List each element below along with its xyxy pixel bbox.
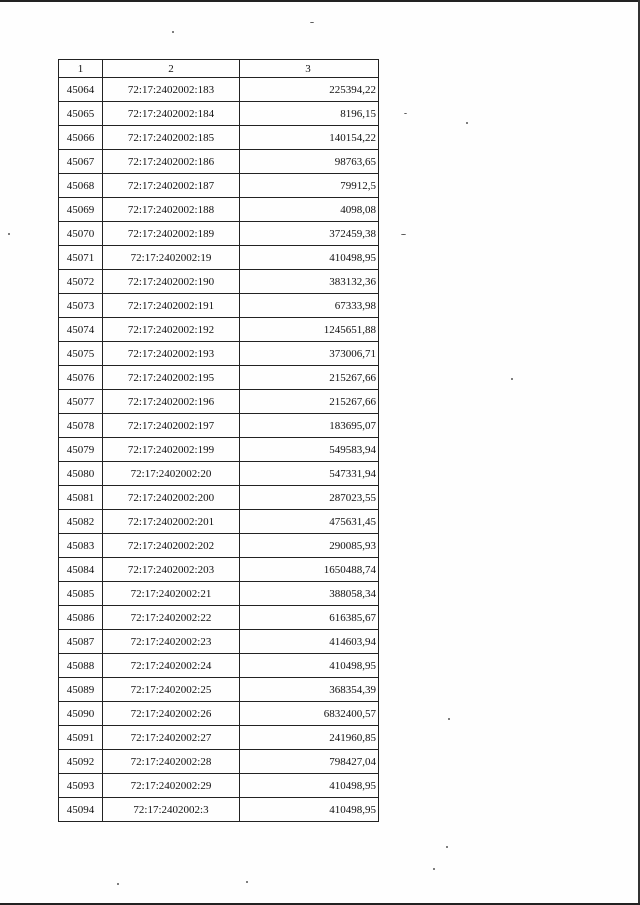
row-number-cell: 45084 xyxy=(59,558,103,582)
cadastral-number-cell: 72:17:2402002:203 xyxy=(103,558,240,582)
value-cell: 475631,45 xyxy=(240,510,379,534)
cadastral-number-cell: 72:17:2402002:188 xyxy=(103,198,240,222)
cadastral-number-cell: 72:17:2402002:192 xyxy=(103,318,240,342)
scan-speck xyxy=(448,718,450,720)
scan-speck xyxy=(446,846,448,848)
table-row xyxy=(59,558,379,582)
value-cell: 373006,71 xyxy=(240,342,379,366)
value-cell: 616385,67 xyxy=(240,606,379,630)
row-number-cell: 45077 xyxy=(59,390,103,414)
column-header-3: 3 xyxy=(240,60,379,78)
cadastral-number-cell: 72:17:2402002:24 xyxy=(103,654,240,678)
table-row xyxy=(59,270,379,294)
table-row xyxy=(59,582,379,606)
value-cell: 8196,15 xyxy=(240,102,379,126)
table-row xyxy=(59,702,379,726)
value-cell: 549583,94 xyxy=(240,438,379,462)
scan-speck xyxy=(511,378,513,380)
value-cell: 414603,94 xyxy=(240,630,379,654)
value-cell: 368354,39 xyxy=(240,678,379,702)
table-row xyxy=(59,150,379,174)
scan-speck xyxy=(433,868,435,870)
row-number-cell: 45086 xyxy=(59,606,103,630)
row-number-cell: 45081 xyxy=(59,486,103,510)
cadastral-number-cell: 72:17:2402002:190 xyxy=(103,270,240,294)
cadastral-number-cell: 72:17:2402002:187 xyxy=(103,174,240,198)
cadastral-number-cell: 72:17:2402002:186 xyxy=(103,150,240,174)
row-number-cell: 45068 xyxy=(59,174,103,198)
cadastral-number-cell: 72:17:2402002:189 xyxy=(103,222,240,246)
cadastral-number-cell: 72:17:2402002:23 xyxy=(103,630,240,654)
row-number-cell: 45074 xyxy=(59,318,103,342)
table-row xyxy=(59,318,379,342)
table-row xyxy=(59,510,379,534)
cadastral-number-cell: 72:17:2402002:28 xyxy=(103,750,240,774)
cadastral-number-cell: 72:17:2402002:22 xyxy=(103,606,240,630)
scan-speck xyxy=(8,233,10,235)
cadastral-number-cell: 72:17:2402002:200 xyxy=(103,486,240,510)
table-row xyxy=(59,654,379,678)
value-cell: 372459,38 xyxy=(240,222,379,246)
row-number-cell: 45070 xyxy=(59,222,103,246)
table-row xyxy=(59,534,379,558)
value-cell: 383132,36 xyxy=(240,270,379,294)
cadastral-number-cell: 72:17:2402002:193 xyxy=(103,342,240,366)
table-row xyxy=(59,222,379,246)
table-row xyxy=(59,486,379,510)
row-number-cell: 45083 xyxy=(59,534,103,558)
cadastral-number-cell: 72:17:2402002:3 xyxy=(103,798,240,822)
cadastral-number-cell: 72:17:2402002:29 xyxy=(103,774,240,798)
cadastral-number-cell: 72:17:2402002:184 xyxy=(103,102,240,126)
row-number-cell: 45075 xyxy=(59,342,103,366)
row-number-cell: 45094 xyxy=(59,798,103,822)
table-row xyxy=(59,606,379,630)
scan-speck xyxy=(246,881,248,883)
value-cell: 290085,93 xyxy=(240,534,379,558)
cadastral-number-cell: 72:17:2402002:201 xyxy=(103,510,240,534)
cadastral-number-cell: 72:17:2402002:26 xyxy=(103,702,240,726)
value-cell: 140154,22 xyxy=(240,126,379,150)
value-cell: 287023,55 xyxy=(240,486,379,510)
scan-speck xyxy=(310,22,314,23)
table-row xyxy=(59,78,379,102)
cadastral-number-cell: 72:17:2402002:199 xyxy=(103,438,240,462)
cadastral-number-cell: 72:17:2402002:197 xyxy=(103,414,240,438)
value-cell: 183695,07 xyxy=(240,414,379,438)
value-cell: 79912,5 xyxy=(240,174,379,198)
cadastral-number-cell: 72:17:2402002:191 xyxy=(103,294,240,318)
table-row xyxy=(59,750,379,774)
row-number-cell: 45092 xyxy=(59,750,103,774)
value-cell: 4098,08 xyxy=(240,198,379,222)
row-number-cell: 45073 xyxy=(59,294,103,318)
table-row xyxy=(59,774,379,798)
table-row xyxy=(59,462,379,486)
scan-speck xyxy=(466,122,468,124)
row-number-cell: 45066 xyxy=(59,126,103,150)
value-cell: 241960,85 xyxy=(240,726,379,750)
scan-speck xyxy=(117,883,119,885)
row-number-cell: 45072 xyxy=(59,270,103,294)
row-number-cell: 45091 xyxy=(59,726,103,750)
row-number-cell: 45090 xyxy=(59,702,103,726)
table-row xyxy=(59,390,379,414)
value-cell: 798427,04 xyxy=(240,750,379,774)
table-row xyxy=(59,198,379,222)
table-row xyxy=(59,126,379,150)
row-number-cell: 45088 xyxy=(59,654,103,678)
table-row xyxy=(59,102,379,126)
row-number-cell: 45082 xyxy=(59,510,103,534)
value-cell: 215267,66 xyxy=(240,366,379,390)
value-cell: 410498,95 xyxy=(240,774,379,798)
table-row xyxy=(59,414,379,438)
value-cell: 410498,95 xyxy=(240,798,379,822)
cadastral-number-cell: 72:17:2402002:195 xyxy=(103,366,240,390)
cadastral-number-cell: 72:17:2402002:19 xyxy=(103,246,240,270)
cadastral-number-cell: 72:17:2402002:196 xyxy=(103,390,240,414)
scan-border-top xyxy=(0,0,640,2)
row-number-cell: 45089 xyxy=(59,678,103,702)
column-header-2: 2 xyxy=(103,60,240,78)
table-row xyxy=(59,366,379,390)
table-row xyxy=(59,798,379,822)
table-row xyxy=(59,438,379,462)
value-cell: 388058,34 xyxy=(240,582,379,606)
value-cell: 1245651,88 xyxy=(240,318,379,342)
cadastral-value-table xyxy=(58,59,379,822)
row-number-cell: 45093 xyxy=(59,774,103,798)
cadastral-number-cell: 72:17:2402002:25 xyxy=(103,678,240,702)
table-row xyxy=(59,246,379,270)
scan-speck xyxy=(172,31,174,33)
table-row xyxy=(59,342,379,366)
cadastral-number-cell: 72:17:2402002:27 xyxy=(103,726,240,750)
row-number-cell: 45064 xyxy=(59,78,103,102)
table-row xyxy=(59,174,379,198)
scan-speck xyxy=(401,234,406,235)
row-number-cell: 45085 xyxy=(59,582,103,606)
value-cell: 67333,98 xyxy=(240,294,379,318)
table-row xyxy=(59,630,379,654)
cadastral-number-cell: 72:17:2402002:20 xyxy=(103,462,240,486)
value-cell: 225394,22 xyxy=(240,78,379,102)
row-number-cell: 45080 xyxy=(59,462,103,486)
value-cell: 410498,95 xyxy=(240,246,379,270)
row-number-cell: 45071 xyxy=(59,246,103,270)
value-cell: 547331,94 xyxy=(240,462,379,486)
row-number-cell: 45076 xyxy=(59,366,103,390)
value-cell: 1650488,74 xyxy=(240,558,379,582)
cadastral-number-cell: 72:17:2402002:183 xyxy=(103,78,240,102)
table-row xyxy=(59,678,379,702)
row-number-cell: 45069 xyxy=(59,198,103,222)
table-row xyxy=(59,294,379,318)
row-number-cell: 45067 xyxy=(59,150,103,174)
row-number-cell: 45079 xyxy=(59,438,103,462)
value-cell: 98763,65 xyxy=(240,150,379,174)
cadastral-number-cell: 72:17:2402002:185 xyxy=(103,126,240,150)
cadastral-number-cell: 72:17:2402002:202 xyxy=(103,534,240,558)
column-header-1: 1 xyxy=(59,60,103,78)
scan-speck xyxy=(404,113,407,114)
table-header-row xyxy=(59,60,379,78)
row-number-cell: 45087 xyxy=(59,630,103,654)
row-number-cell: 45078 xyxy=(59,414,103,438)
cadastral-number-cell: 72:17:2402002:21 xyxy=(103,582,240,606)
table-row xyxy=(59,726,379,750)
value-cell: 215267,66 xyxy=(240,390,379,414)
value-cell: 410498,95 xyxy=(240,654,379,678)
value-cell: 6832400,57 xyxy=(240,702,379,726)
table-body xyxy=(59,78,379,822)
row-number-cell: 45065 xyxy=(59,102,103,126)
